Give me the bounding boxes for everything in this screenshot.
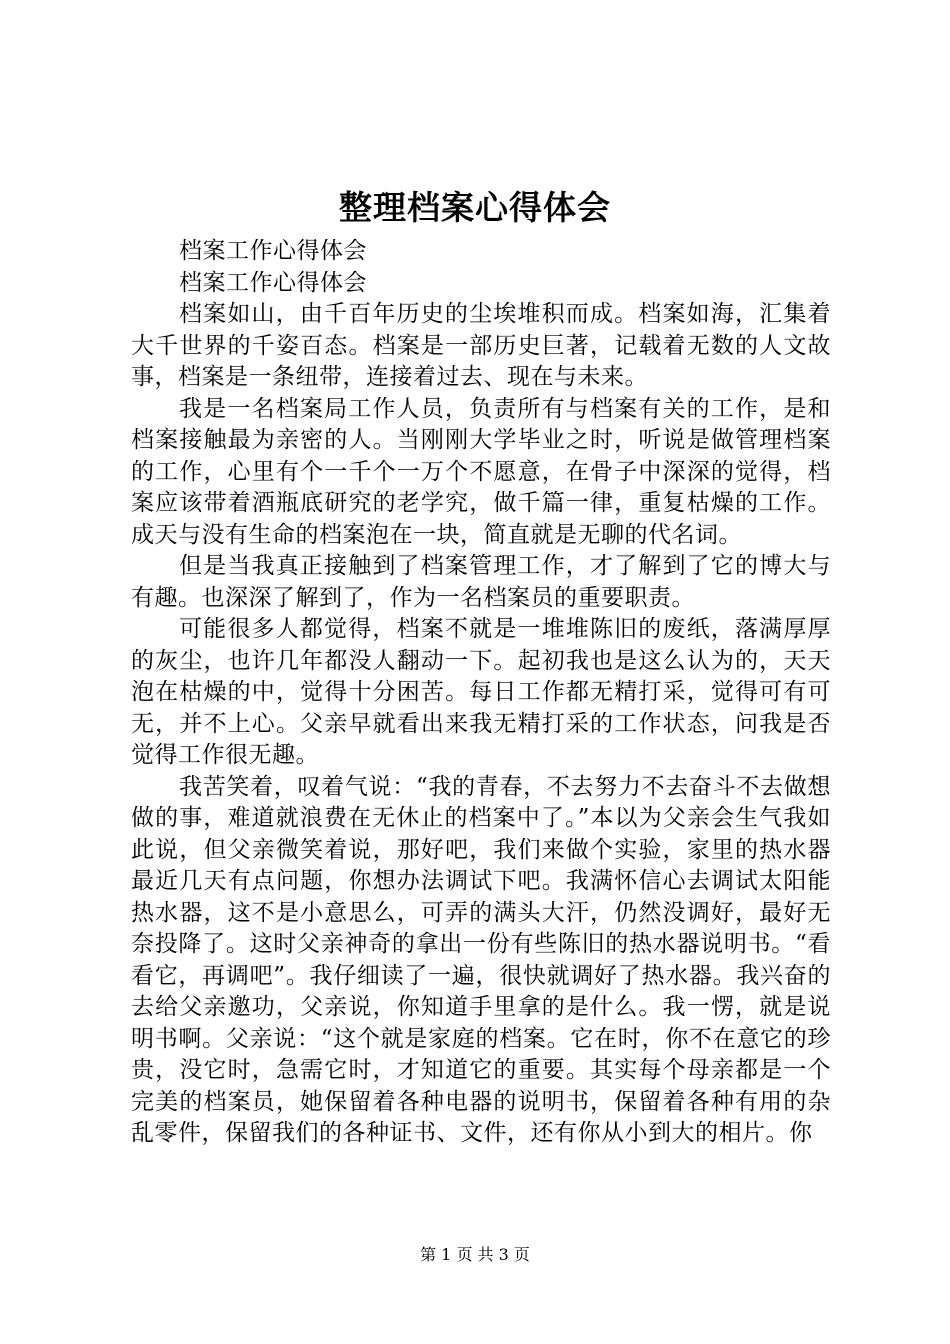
paragraph: 我苦笑着，叹着气说：“我的青春，不去努力不去奋斗不去做想做的事，难道就浪费在无休止的档案中了。”本以为父亲会生气我如此说，但父亲微笑着说，那好吧，我们来做个实验，家里的热水器最近几天有点问题，你想办法调试下吧。我满怀信心去调试太阳能热水器，这不是小意思么，可弄的满头大汗，仍然没调好，最好无奈投降了。这时父亲神奇的拿出一份有些陈旧的热水器说明书。“看看它，再调吧”。我仔细读了一遍，很快就调好了热水器。我兴奋的去给父亲邀功，父亲说，你知道手里拿的是什么。我一愣，就是说明书啊。父亲说：“这个就是家庭的档案。它在时，你不在意它的珍贵，没它时，急需它时，才知道它的重要。其实每个母亲都是一个完美的档案员，她保留着各种电器的说明书，保留着各种有用的杂乱零件，保留我们的各种证书、文件，还有你从小到大的相片。你 xyxy=(131,773,831,1146)
paragraph: 但是当我真正接触到了档案管理工作，才了解到了它的博大与有趣。也深深了解到了，作为一名档案员的重要职责。 xyxy=(131,553,831,611)
page-footer: 第 1 页 共 3 页 xyxy=(420,1245,530,1264)
document-body xyxy=(131,236,831,1150)
paragraph: 档案如山，由千百年历史的尘埃堆积而成。档案如海，汇集着大千世界的千姿百态。档案是一部历史巨著，记载着无数的人文故事，档案是一条纽带，连接着过去、现在与未来。 xyxy=(131,301,831,390)
paragraph: 可能很多人都觉得，档案不就是一堆堆陈旧的废纸，落满厚厚的灰尘，也许几年都没人翻动一下。起初我也是这么认为的，天天泡在枯燥的中，觉得十分困苦。每日工作都无精打采，觉得可有可无，并不上心。父亲早就看出来我无精打采的工作状态，问我是否觉得工作很无趣。 xyxy=(131,616,831,768)
paragraph: 档案工作心得体会 xyxy=(179,238,367,264)
paragraph: 档案工作心得体会 xyxy=(179,269,367,296)
paragraph: 我是一名档案局工作人员，负责所有与档案有关的工作，是和档案接触最为亲密的人。当刚刚大学毕业之时，听说是做管理档案的工作，心里有个一千个一万个不愿意，在骨子中深深的觉得，档案应该带着酒瓶底研究的老学究，做千篇一律，重复枯燥的工作。成天与没有生命的档案泡在一块，简直就是无聊的代名词。 xyxy=(131,395,831,548)
document-title: 整理档案心得体会 xyxy=(339,188,611,227)
